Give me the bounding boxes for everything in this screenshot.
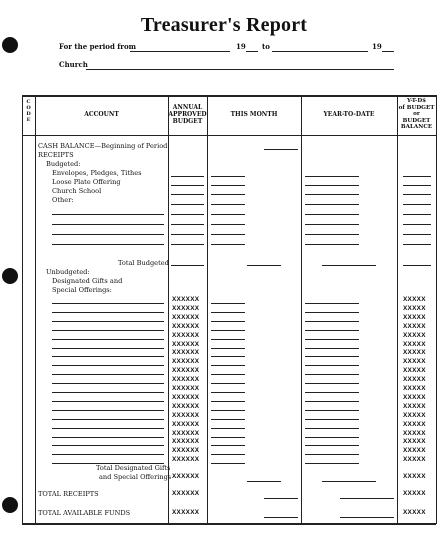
budget-not-applicable: XXXXXX — [172, 313, 200, 321]
column-header-account: ACCOUNT — [84, 111, 119, 118]
this-month-field[interactable] — [211, 234, 245, 235]
other-account-field[interactable] — [52, 244, 164, 245]
budget-not-applicable: XXXXXX — [172, 340, 200, 348]
designated-this-month-field[interactable] — [211, 463, 245, 464]
designated-account-field[interactable] — [52, 428, 164, 429]
loose-plate-label: Loose Plate Offering — [52, 178, 121, 186]
designated-this-month-field[interactable] — [211, 428, 245, 429]
total-available-ytd-field[interactable] — [340, 517, 394, 518]
budget-field[interactable] — [171, 244, 204, 245]
designated-ytd-field[interactable] — [305, 410, 359, 411]
budget-not-applicable: XXXXXX — [172, 456, 200, 464]
this-month-field[interactable] — [211, 244, 245, 245]
ytd-budget-not-applicable: XXXXX — [403, 429, 426, 437]
designated-this-month-field[interactable] — [211, 454, 245, 455]
total-budgeted-ytd-budget-field[interactable] — [403, 265, 431, 266]
ytd-budget-not-applicable: XXXXX — [403, 385, 426, 392]
designated-this-month-field[interactable] — [211, 339, 245, 340]
designated-account-field[interactable] — [52, 312, 164, 313]
receipts-label: RECEIPTS — [38, 151, 74, 159]
ytd-budget-not-applicable: XXXXX — [403, 447, 426, 455]
ytd-budget-not-applicable: XXXXX — [403, 358, 426, 366]
column-header-this-month: THIS MONTH — [230, 111, 278, 118]
designated-ytd-field[interactable] — [305, 454, 359, 455]
designated-account-field[interactable] — [52, 383, 164, 384]
ytd-budget-not-applicable: XXXXX — [403, 367, 426, 375]
designated-ytd-field[interactable] — [305, 365, 359, 366]
ytd-field[interactable] — [305, 185, 359, 186]
designated-ytd-field[interactable] — [305, 419, 359, 420]
column-header-code: CODE — [26, 99, 31, 123]
budget-not-applicable: XXXXXX — [172, 385, 200, 392]
designated-ytd-field[interactable] — [305, 428, 359, 429]
designated-account-field[interactable] — [52, 410, 164, 411]
period-year-prefix-1: 19 — [236, 42, 246, 51]
budget-not-applicable: XXXXXX — [172, 402, 200, 410]
total-designated-label-1: Total Designated Gifts — [96, 464, 171, 472]
ytd-budget-field[interactable] — [403, 244, 431, 245]
column-header-ytd-budget: Y-T-D$ of BUDGET or BUDGET BALANCE — [398, 98, 435, 130]
period-from-label: For the period from — [59, 42, 137, 51]
designated-account-field[interactable] — [52, 356, 164, 357]
church-school-label: Church School — [52, 187, 102, 195]
ytd-budget-not-applicable: XXXXX — [403, 349, 426, 357]
budget-not-applicable: XXXXXX — [172, 376, 200, 384]
designated-account-field[interactable] — [52, 374, 164, 375]
designated-ytd-field[interactable] — [305, 445, 359, 446]
ytd-budget-field[interactable] — [403, 194, 431, 195]
period-to-label: to — [262, 42, 270, 51]
designated-ytd-field[interactable] — [305, 401, 359, 402]
designated-label-2: Special Offerings: — [52, 286, 112, 294]
total-available-budget-na: XXXXXX — [172, 509, 200, 516]
budget-not-applicable: XXXXXX — [172, 296, 200, 303]
ytd-budget-not-applicable: XXXXX — [403, 322, 426, 330]
ytd-budget-field[interactable] — [403, 214, 431, 215]
budget-not-applicable: XXXXXX — [172, 447, 200, 455]
total-receipts-ytd-field[interactable] — [340, 498, 394, 499]
designated-ytd-field[interactable] — [305, 437, 359, 438]
other-account-field[interactable] — [52, 224, 164, 225]
designated-ytd-field[interactable] — [305, 356, 359, 357]
this-month-field[interactable] — [211, 185, 245, 186]
other-account-field[interactable] — [52, 234, 164, 235]
ytd-budget-not-applicable: XXXXX — [403, 393, 426, 401]
ytd-field[interactable] — [305, 204, 359, 205]
designated-this-month-field[interactable] — [211, 437, 245, 438]
total-designated-ytd-budget-na: XXXXX — [403, 473, 426, 480]
designated-account-field[interactable] — [52, 445, 164, 446]
ytd-budget-field[interactable] — [403, 234, 431, 235]
period-year-field-2[interactable] — [382, 51, 394, 52]
envelopes-label: Envelopes, Pledges, Tithes — [52, 169, 142, 177]
ytd-budget-field[interactable] — [403, 224, 431, 225]
ytd-budget-not-applicable: XXXXX — [403, 304, 426, 312]
cash-balance-ytd-field[interactable] — [264, 149, 298, 150]
total-budgeted-budget-field[interactable] — [171, 265, 204, 266]
ytd-budget-not-applicable: XXXXX — [403, 340, 426, 348]
ytd-field[interactable] — [305, 176, 359, 177]
designated-this-month-field[interactable] — [211, 383, 245, 384]
designated-this-month-field[interactable] — [211, 445, 245, 446]
budgeted-label: Budgeted: — [46, 160, 81, 168]
designated-account-field[interactable] — [52, 321, 164, 322]
designated-ytd-field[interactable] — [305, 348, 359, 349]
ytd-budget-not-applicable: XXXXX — [403, 402, 426, 410]
designated-account-field[interactable] — [52, 392, 164, 393]
period-to-field[interactable] — [272, 51, 368, 52]
budget-not-applicable: XXXXXX — [172, 411, 200, 419]
designated-this-month-field[interactable] — [211, 321, 245, 322]
total-budgeted-ytd-field[interactable] — [322, 265, 376, 266]
designated-ytd-field[interactable] — [305, 321, 359, 322]
total-available-this-month-field[interactable] — [264, 517, 298, 518]
designated-account-field[interactable] — [52, 437, 164, 438]
binder-hole-middle — [2, 268, 18, 284]
total-receipts-ytd-budget-na: XXXXX — [403, 490, 426, 497]
designated-ytd-field[interactable] — [305, 392, 359, 393]
total-receipts-budget-na: XXXXXX — [172, 490, 200, 497]
unbudgeted-label: Unbudgeted: — [46, 268, 90, 276]
designated-account-field[interactable] — [52, 330, 164, 331]
this-month-field[interactable] — [211, 224, 245, 225]
ytd-field[interactable] — [305, 224, 359, 225]
other-account-field[interactable] — [52, 214, 164, 215]
budget-not-applicable: XXXXXX — [172, 349, 200, 357]
budget-field[interactable] — [171, 234, 204, 235]
designated-this-month-field[interactable] — [211, 348, 245, 349]
budget-field[interactable] — [171, 204, 204, 205]
ytd-field[interactable] — [305, 214, 359, 215]
ytd-budget-not-applicable: XXXXX — [403, 456, 426, 464]
total-budgeted-label: Total Budgeted — [118, 259, 169, 267]
budget-field[interactable] — [171, 194, 204, 195]
church-label: Church — [59, 60, 88, 69]
budget-not-applicable: XXXXXX — [172, 322, 200, 330]
binder-hole-top — [2, 37, 18, 53]
ytd-field[interactable] — [305, 194, 359, 195]
designated-account-field[interactable] — [52, 419, 164, 420]
total-available-label: TOTAL AVAILABLE FUNDS — [38, 509, 131, 517]
ytd-budget-not-applicable: XXXXX — [403, 420, 426, 428]
total-designated-ytd-field[interactable] — [322, 481, 376, 482]
designated-ytd-field[interactable] — [305, 330, 359, 331]
ytd-budget-not-applicable: XXXXX — [403, 313, 426, 321]
designated-this-month-field[interactable] — [211, 330, 245, 331]
ytd-field[interactable] — [305, 244, 359, 245]
designated-ytd-field[interactable] — [305, 374, 359, 375]
designated-this-month-field[interactable] — [211, 419, 245, 420]
budget-not-applicable: XXXXXX — [172, 393, 200, 401]
other-label: Other: — [52, 196, 74, 204]
ytd-budget-not-applicable: XXXXX — [403, 376, 426, 384]
budget-not-applicable: XXXXXX — [172, 331, 200, 339]
designated-account-field[interactable] — [52, 303, 164, 304]
budget-field[interactable] — [171, 176, 204, 177]
total-receipts-label: TOTAL RECEIPTS — [38, 490, 99, 498]
designated-this-month-field[interactable] — [211, 312, 245, 313]
this-month-field[interactable] — [211, 204, 245, 205]
this-month-field[interactable] — [211, 176, 245, 177]
total-designated-this-month-field[interactable] — [247, 481, 281, 482]
designated-ytd-field[interactable] — [305, 339, 359, 340]
column-header-year-to-date: YEAR-TO-DATE — [323, 111, 375, 118]
this-month-field[interactable] — [211, 194, 245, 195]
ytd-budget-field[interactable] — [403, 176, 431, 177]
ytd-budget-field[interactable] — [403, 185, 431, 186]
ytd-budget-not-applicable: XXXXX — [403, 411, 426, 419]
ytd-budget-not-applicable: XXXXX — [403, 296, 426, 303]
total-designated-budget-na: XXXXXX — [172, 473, 200, 480]
designated-this-month-field[interactable] — [211, 374, 245, 375]
designated-this-month-field[interactable] — [211, 365, 245, 366]
designated-this-month-field[interactable] — [211, 392, 245, 393]
church-field[interactable] — [86, 69, 394, 70]
cash-balance-label: CASH BALANCE—Beginning of Period — [38, 142, 168, 150]
designated-label-1: Designated Gifts and — [52, 277, 123, 285]
designated-account-field[interactable] — [52, 339, 164, 340]
designated-account-field[interactable] — [52, 463, 164, 464]
ytd-budget-not-applicable: XXXXX — [403, 438, 426, 446]
budget-field[interactable] — [171, 224, 204, 225]
page-title: Treasurer's Report — [140, 14, 308, 36]
designated-account-field[interactable] — [52, 454, 164, 455]
designated-this-month-field[interactable] — [211, 303, 245, 304]
budget-field[interactable] — [171, 214, 204, 215]
budget-not-applicable: XXXXXX — [172, 438, 200, 446]
ytd-budget-field[interactable] — [403, 204, 431, 205]
budget-not-applicable: XXXXXX — [172, 358, 200, 366]
ytd-budget-not-applicable: XXXXX — [403, 331, 426, 339]
budget-not-applicable: XXXXXX — [172, 367, 200, 375]
period-from-field[interactable] — [130, 51, 230, 52]
ytd-field[interactable] — [305, 234, 359, 235]
this-month-field[interactable] — [211, 214, 245, 215]
designated-account-field[interactable] — [52, 365, 164, 366]
period-year-prefix-2: 19 — [372, 42, 382, 51]
designated-account-field[interactable] — [52, 348, 164, 349]
total-available-ytd-budget-na: XXXXX — [403, 509, 426, 516]
column-header-budget: ANNUAL APPROVED BUDGET — [168, 104, 207, 125]
designated-this-month-field[interactable] — [211, 356, 245, 357]
designated-ytd-field[interactable] — [305, 303, 359, 304]
designated-account-field[interactable] — [52, 401, 164, 402]
period-year-field-1[interactable] — [246, 51, 258, 52]
total-designated-label-2: and Special Offerings — [99, 473, 172, 481]
designated-ytd-field[interactable] — [305, 463, 359, 464]
designated-this-month-field[interactable] — [211, 401, 245, 402]
binder-hole-bottom — [2, 497, 18, 513]
designated-ytd-field[interactable] — [305, 312, 359, 313]
budget-not-applicable: XXXXXX — [172, 304, 200, 312]
designated-this-month-field[interactable] — [211, 410, 245, 411]
budget-not-applicable: XXXXXX — [172, 420, 200, 428]
total-receipts-this-month-field[interactable] — [264, 498, 298, 499]
designated-ytd-field[interactable] — [305, 383, 359, 384]
total-budgeted-this-month-field[interactable] — [247, 265, 281, 266]
budget-field[interactable] — [171, 185, 204, 186]
budget-not-applicable: XXXXXX — [172, 429, 200, 437]
